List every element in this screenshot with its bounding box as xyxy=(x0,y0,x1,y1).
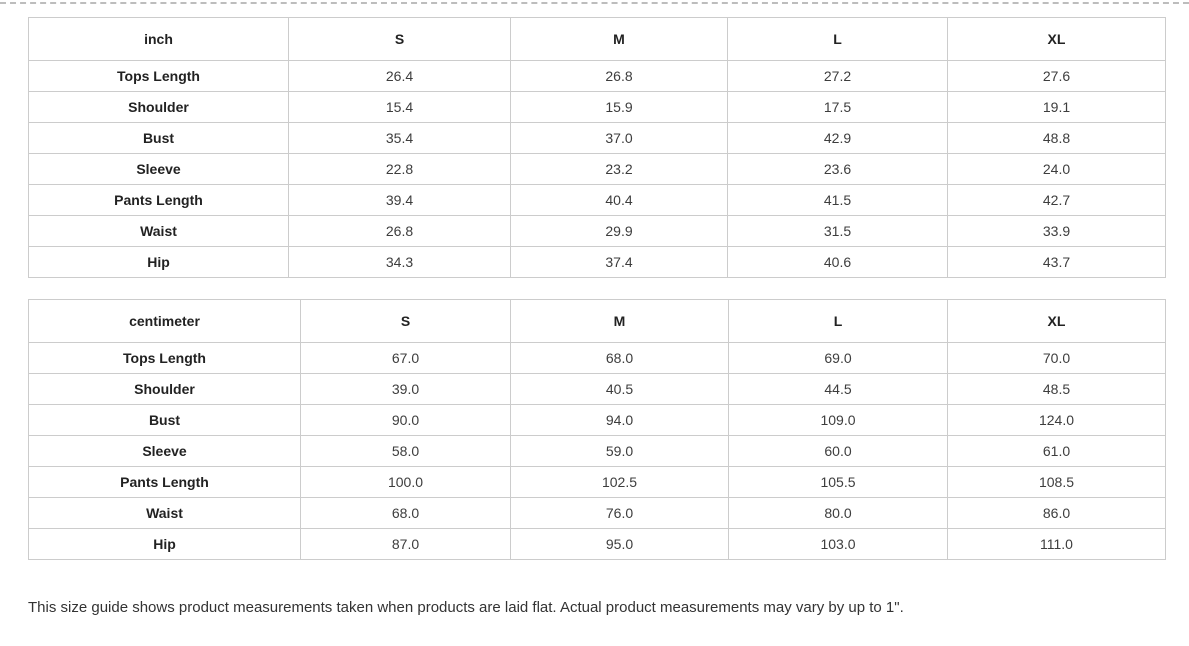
measurement-label: Pants Length xyxy=(29,467,301,498)
measurement-value: 109.0 xyxy=(729,405,948,436)
measurement-row xyxy=(29,343,1166,374)
measurement-value: 76.0 xyxy=(511,498,729,529)
measurement-value: 27.6 xyxy=(948,61,1166,92)
measurement-value: 19.1 xyxy=(948,92,1166,123)
measurement-value: 27.2 xyxy=(728,61,948,92)
size-column-header: M xyxy=(511,300,729,343)
size-column-header: L xyxy=(728,18,948,61)
measurement-row xyxy=(29,405,1166,436)
size-column-header: XL xyxy=(948,18,1166,61)
measurement-value: 23.2 xyxy=(511,154,728,185)
measurement-value: 15.9 xyxy=(511,92,728,123)
measurement-value: 67.0 xyxy=(301,343,511,374)
size-column-header: S xyxy=(289,18,511,61)
measurement-value: 58.0 xyxy=(301,436,511,467)
measurement-value: 124.0 xyxy=(948,405,1166,436)
measurement-value: 26.8 xyxy=(289,216,511,247)
measurement-value: 26.8 xyxy=(511,61,728,92)
measurement-value: 103.0 xyxy=(729,529,948,560)
size-column-header: L xyxy=(729,300,948,343)
measurement-value: 40.5 xyxy=(511,374,729,405)
measurement-value: 48.8 xyxy=(948,123,1166,154)
measurement-value: 35.4 xyxy=(289,123,511,154)
measurement-value: 44.5 xyxy=(729,374,948,405)
measurement-value: 95.0 xyxy=(511,529,729,560)
measurement-value: 86.0 xyxy=(948,498,1166,529)
measurement-value: 37.4 xyxy=(511,247,728,278)
measurement-value: 33.9 xyxy=(948,216,1166,247)
size-column-header: M xyxy=(511,18,728,61)
measurement-value: 43.7 xyxy=(948,247,1166,278)
measurement-row xyxy=(29,123,1166,154)
measurement-value: 34.3 xyxy=(289,247,511,278)
measurement-value: 23.6 xyxy=(728,154,948,185)
measurement-label: Hip xyxy=(29,247,289,278)
measurement-label: Sleeve xyxy=(29,154,289,185)
size-table-inch xyxy=(28,17,1166,278)
measurement-value: 68.0 xyxy=(511,343,729,374)
measurement-label: Pants Length xyxy=(29,185,289,216)
measurement-label: Bust xyxy=(29,123,289,154)
measurement-value: 42.9 xyxy=(728,123,948,154)
measurement-value: 40.4 xyxy=(511,185,728,216)
measurement-value: 22.8 xyxy=(289,154,511,185)
measurement-label: Bust xyxy=(29,405,301,436)
measurement-value: 29.9 xyxy=(511,216,728,247)
measurement-label: Tops Length xyxy=(29,61,289,92)
measurement-label: Tops Length xyxy=(29,343,301,374)
measurement-value: 61.0 xyxy=(948,436,1166,467)
measurement-value: 37.0 xyxy=(511,123,728,154)
measurement-value: 108.5 xyxy=(948,467,1166,498)
measurement-value: 48.5 xyxy=(948,374,1166,405)
measurement-value: 87.0 xyxy=(301,529,511,560)
measurement-value: 26.4 xyxy=(289,61,511,92)
measurement-value: 15.4 xyxy=(289,92,511,123)
header-row xyxy=(29,300,1166,343)
measurement-value: 39.4 xyxy=(289,185,511,216)
measurement-value: 24.0 xyxy=(948,154,1166,185)
unit-header: inch xyxy=(29,18,289,61)
measurement-label: Shoulder xyxy=(29,374,301,405)
measurement-value: 100.0 xyxy=(301,467,511,498)
measurement-row xyxy=(29,467,1166,498)
measurement-row xyxy=(29,436,1166,467)
measurement-value: 41.5 xyxy=(728,185,948,216)
measurement-row xyxy=(29,374,1166,405)
measurement-row xyxy=(29,216,1166,247)
measurement-value: 42.7 xyxy=(948,185,1166,216)
measurement-label: Waist xyxy=(29,498,301,529)
measurement-value: 111.0 xyxy=(948,529,1166,560)
measurement-row xyxy=(29,498,1166,529)
measurement-value: 70.0 xyxy=(948,343,1166,374)
measurement-label: Shoulder xyxy=(29,92,289,123)
size-column-header: S xyxy=(301,300,511,343)
measurement-value: 105.5 xyxy=(729,467,948,498)
measurement-value: 90.0 xyxy=(301,405,511,436)
measurement-value: 80.0 xyxy=(729,498,948,529)
measurement-value: 60.0 xyxy=(729,436,948,467)
measurement-value: 17.5 xyxy=(728,92,948,123)
section-divider xyxy=(0,2,1189,4)
unit-header: centimeter xyxy=(29,300,301,343)
measurement-row xyxy=(29,154,1166,185)
measurement-value: 39.0 xyxy=(301,374,511,405)
measurement-label: Waist xyxy=(29,216,289,247)
measurement-value: 102.5 xyxy=(511,467,729,498)
measurement-label: Hip xyxy=(29,529,301,560)
measurement-value: 94.0 xyxy=(511,405,729,436)
measurement-row xyxy=(29,61,1166,92)
measurement-value: 59.0 xyxy=(511,436,729,467)
size-guide-note: This size guide shows product measurements taken when products are laid flat. Actual product measurements may vary by up to 1". xyxy=(28,599,904,616)
measurement-value: 40.6 xyxy=(728,247,948,278)
size-column-header: XL xyxy=(948,300,1166,343)
measurement-row xyxy=(29,529,1166,560)
measurement-value: 69.0 xyxy=(729,343,948,374)
measurement-row xyxy=(29,185,1166,216)
size-table-centimeter xyxy=(28,299,1166,560)
measurement-label: Sleeve xyxy=(29,436,301,467)
measurement-value: 31.5 xyxy=(728,216,948,247)
measurement-row xyxy=(29,92,1166,123)
measurement-row xyxy=(29,247,1166,278)
measurement-value: 68.0 xyxy=(301,498,511,529)
header-row xyxy=(29,18,1166,61)
